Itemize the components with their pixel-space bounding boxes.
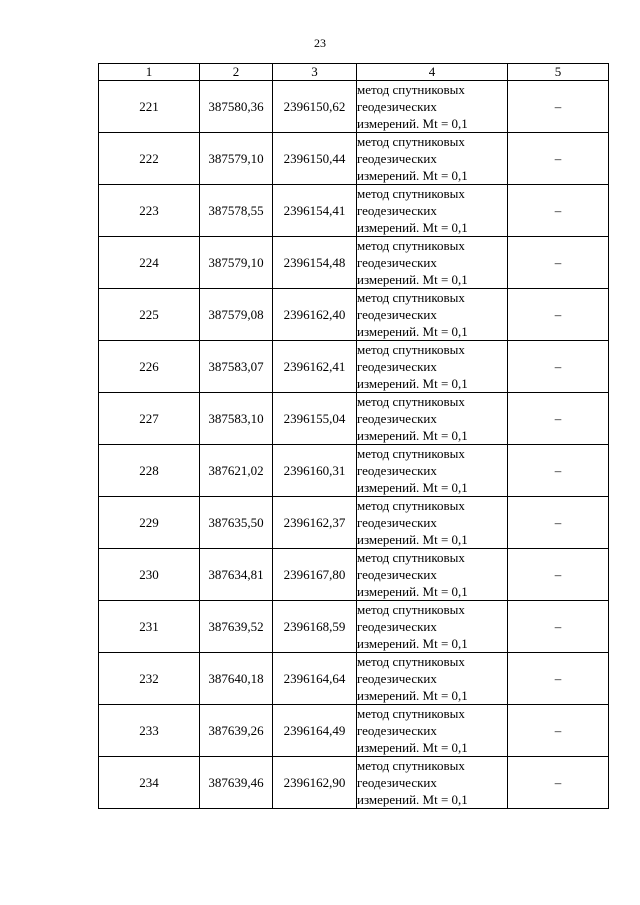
coordinate-y-cell: 2396167,80: [273, 549, 357, 601]
coordinate-y-cell: 2396162,40: [273, 289, 357, 341]
coordinate-x-cell: 387639,52: [200, 601, 273, 653]
column-header-4: 4: [357, 64, 508, 81]
table-row: [99, 445, 609, 497]
coordinate-y-cell: 2396154,48: [273, 237, 357, 289]
method-line-1: метод спутниковых: [357, 706, 465, 721]
header-row: [99, 64, 609, 81]
table-row: [99, 653, 609, 705]
method-line-1: метод спутниковых: [357, 290, 465, 305]
coordinate-x-cell: 387640,18: [200, 653, 273, 705]
method-line-3: измерений. Mt = 0,1: [357, 532, 468, 547]
coordinate-x-cell: 387639,26: [200, 705, 273, 757]
note-cell: –: [508, 289, 609, 341]
table-row: [99, 601, 609, 653]
note-cell: –: [508, 445, 609, 497]
coordinate-x-cell: 387579,10: [200, 133, 273, 185]
method-line-2: геодезических: [357, 307, 437, 322]
method-line-1: метод спутниковых: [357, 82, 465, 97]
coordinate-x-cell: 387578,55: [200, 185, 273, 237]
coordinate-y-cell: 2396162,37: [273, 497, 357, 549]
coordinate-x-cell: 387580,36: [200, 81, 273, 133]
method-cell: [357, 549, 508, 601]
column-header-2: 2: [200, 64, 273, 81]
coordinate-y-cell: 2396160,31: [273, 445, 357, 497]
method-line-2: геодезических: [357, 567, 437, 582]
method-cell: [357, 81, 508, 133]
note-cell: –: [508, 81, 609, 133]
method-line-2: геодезических: [357, 515, 437, 530]
method-line-2: геодезических: [357, 723, 437, 738]
method-line-1: метод спутниковых: [357, 342, 465, 357]
note-cell: –: [508, 185, 609, 237]
method-line-2: геодезических: [357, 619, 437, 634]
method-line-2: геодезических: [357, 99, 437, 114]
point-number-cell: 225: [99, 289, 200, 341]
column-header-1: 1: [99, 64, 200, 81]
method-cell: [357, 445, 508, 497]
method-line-1: метод спутниковых: [357, 498, 465, 513]
method-line-3: измерений. Mt = 0,1: [357, 168, 468, 183]
point-number-cell: 231: [99, 601, 200, 653]
table-row: [99, 185, 609, 237]
method-cell: [357, 393, 508, 445]
coordinate-x-cell: 387634,81: [200, 549, 273, 601]
method-line-3: измерений. Mt = 0,1: [357, 272, 468, 287]
coordinate-x-cell: 387583,10: [200, 393, 273, 445]
method-cell: [357, 289, 508, 341]
method-cell: [357, 237, 508, 289]
method-line-3: измерений. Mt = 0,1: [357, 792, 468, 807]
method-line-1: метод спутниковых: [357, 602, 465, 617]
method-line-2: геодезических: [357, 775, 437, 790]
method-line-3: измерений. Mt = 0,1: [357, 584, 468, 599]
column-header-5: 5: [508, 64, 609, 81]
method-cell: [357, 497, 508, 549]
column-header-3: 3: [273, 64, 357, 81]
point-number-cell: 221: [99, 81, 200, 133]
method-line-2: геодезических: [357, 359, 437, 374]
point-number-cell: 229: [99, 497, 200, 549]
method-line-2: геодезических: [357, 203, 437, 218]
method-line-1: метод спутниковых: [357, 394, 465, 409]
method-line-2: геодезических: [357, 411, 437, 426]
note-cell: –: [508, 497, 609, 549]
table-row: [99, 393, 609, 445]
coordinate-x-cell: 387579,10: [200, 237, 273, 289]
page-number: 23: [314, 36, 326, 50]
point-number-cell: 222: [99, 133, 200, 185]
method-line-3: измерений. Mt = 0,1: [357, 324, 468, 339]
method-line-3: измерений. Mt = 0,1: [357, 376, 468, 391]
method-line-3: измерений. Mt = 0,1: [357, 428, 468, 443]
coordinate-y-cell: 2396150,44: [273, 133, 357, 185]
coordinate-y-cell: 2396164,49: [273, 705, 357, 757]
table-body: [99, 81, 609, 809]
coordinate-y-cell: 2396168,59: [273, 601, 357, 653]
method-line-2: геодезических: [357, 671, 437, 686]
note-cell: –: [508, 549, 609, 601]
point-number-cell: 230: [99, 549, 200, 601]
note-cell: –: [508, 757, 609, 809]
note-cell: –: [508, 133, 609, 185]
note-cell: –: [508, 705, 609, 757]
method-cell: [357, 705, 508, 757]
coordinate-x-cell: 387639,46: [200, 757, 273, 809]
method-line-3: измерений. Mt = 0,1: [357, 636, 468, 651]
method-line-2: геодезических: [357, 255, 437, 270]
coordinate-y-cell: 2396155,04: [273, 393, 357, 445]
table-row: [99, 341, 609, 393]
table-row: [99, 133, 609, 185]
note-cell: –: [508, 653, 609, 705]
point-number-cell: 234: [99, 757, 200, 809]
method-line-1: метод спутниковых: [357, 758, 465, 773]
method-line-1: метод спутниковых: [357, 134, 465, 149]
method-line-3: измерений. Mt = 0,1: [357, 688, 468, 703]
note-cell: –: [508, 601, 609, 653]
method-line-3: измерений. Mt = 0,1: [357, 116, 468, 131]
method-line-3: измерений. Mt = 0,1: [357, 480, 468, 495]
method-line-1: метод спутниковых: [357, 238, 465, 253]
coordinates-table: [98, 63, 609, 809]
coordinate-x-cell: 387579,08: [200, 289, 273, 341]
table-row: [99, 549, 609, 601]
method-line-2: геодезических: [357, 151, 437, 166]
coordinate-y-cell: 2396150,62: [273, 81, 357, 133]
note-cell: –: [508, 341, 609, 393]
method-cell: [357, 133, 508, 185]
point-number-cell: 226: [99, 341, 200, 393]
coordinate-y-cell: 2396164,64: [273, 653, 357, 705]
coordinate-y-cell: 2396162,90: [273, 757, 357, 809]
table-row: [99, 289, 609, 341]
note-cell: –: [508, 237, 609, 289]
point-number-cell: 224: [99, 237, 200, 289]
table-row: [99, 705, 609, 757]
table-row: [99, 497, 609, 549]
method-line-1: метод спутниковых: [357, 550, 465, 565]
method-cell: [357, 601, 508, 653]
point-number-cell: 232: [99, 653, 200, 705]
point-number-cell: 233: [99, 705, 200, 757]
method-line-1: метод спутниковых: [357, 446, 465, 461]
method-line-3: измерений. Mt = 0,1: [357, 220, 468, 235]
table-row: [99, 81, 609, 133]
coordinate-x-cell: 387635,50: [200, 497, 273, 549]
table-row: [99, 237, 609, 289]
method-cell: [357, 757, 508, 809]
coordinate-y-cell: 2396154,41: [273, 185, 357, 237]
method-cell: [357, 653, 508, 705]
point-number-cell: 228: [99, 445, 200, 497]
method-line-3: измерений. Mt = 0,1: [357, 740, 468, 755]
method-line-1: метод спутниковых: [357, 654, 465, 669]
method-line-1: метод спутниковых: [357, 186, 465, 201]
coordinate-x-cell: 387583,07: [200, 341, 273, 393]
table-row: [99, 757, 609, 809]
coordinate-y-cell: 2396162,41: [273, 341, 357, 393]
note-cell: –: [508, 393, 609, 445]
method-cell: [357, 341, 508, 393]
point-number-cell: 227: [99, 393, 200, 445]
method-cell: [357, 185, 508, 237]
coordinate-x-cell: 387621,02: [200, 445, 273, 497]
table-header: [99, 64, 609, 81]
point-number-cell: 223: [99, 185, 200, 237]
method-line-2: геодезических: [357, 463, 437, 478]
